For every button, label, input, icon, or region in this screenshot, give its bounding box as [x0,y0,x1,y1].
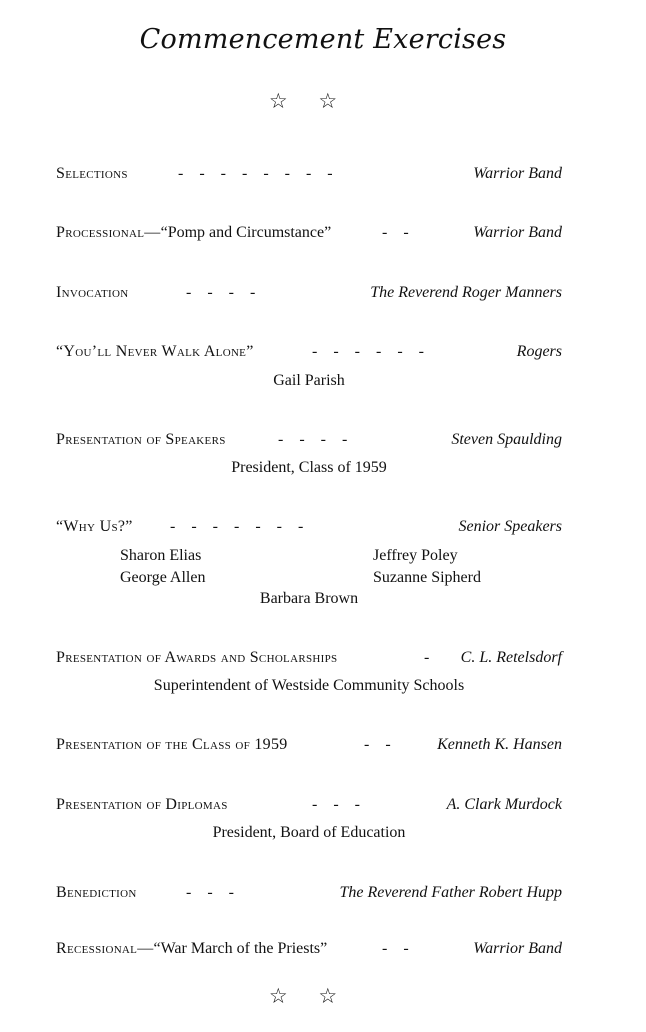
leader-dashes: - - [382,940,409,957]
leader-dashes: - - - - [186,284,256,301]
program-item-diplomas [56,793,562,817]
item-performer: Kenneth K. Hansen [437,736,562,753]
item-performer: Senior Speakers [458,518,562,535]
item-label: Invocation [56,284,129,301]
program-item-why-us [56,515,562,539]
program-item-invocation [56,281,562,305]
star-ornament-top: ☆ ☆ [268,89,350,113]
program-item-song [56,340,562,364]
item-label: Processional— [56,224,161,241]
item-label-group [56,221,331,245]
item-performer: The Reverend Father Robert Hupp [339,884,562,901]
leader-dashes: - - - [312,796,360,813]
item-label: Benediction [56,884,137,901]
leader-dashes: - - - [186,884,234,901]
item-performer: The Reverend Roger Manners [370,284,562,301]
program-item-recessional [56,937,562,961]
diplomas-subtitle: President, Board of Education [212,824,406,841]
program-item-selections [56,162,562,186]
program-item-benediction [56,881,562,905]
program-item-processional [56,221,562,245]
page-title: Commencement Exercises [139,24,507,55]
item-performer: Warrior Band [473,165,562,182]
speaker-name: Suzanne Sipherd [373,569,481,586]
leader-dashes: - - - - - - - - [178,165,333,182]
item-performer: Rogers [516,343,562,360]
item-label: “You’ll Never Walk Alone” [56,343,254,360]
speaker-name: Jeffrey Poley [373,547,458,564]
item-performer: Warrior Band [473,224,562,241]
song-soloist: Gail Parish [273,372,345,389]
item-label: Presentation of the Class of 1959 [56,736,288,753]
leader-dashes: - - [382,224,409,241]
item-label-title: “Pomp and Circumstance” [160,224,332,241]
star-ornament-bottom: ☆ ☆ [268,984,350,1008]
item-label-group [56,937,327,961]
item-label-title: “War March of the Priests” [153,940,328,957]
program-item-class [56,733,562,757]
speaker-name: Barbara Brown [259,590,359,607]
item-label: Presentation of Awards and Scholarships [56,649,338,666]
leader-dashes: - [424,649,430,666]
item-performer: Steven Spaulding [451,431,562,448]
program-item-awards [56,646,562,670]
item-performer: Warrior Band [473,940,562,957]
program-item-speakers [56,428,562,452]
leader-dashes: - - - - - - [312,343,424,360]
speaker-subtitle: President, Class of 1959 [231,459,387,476]
item-label: “Why Us?” [56,518,133,535]
item-performer: C. L. Retelsdorf [460,649,562,666]
item-label: Presentation of Speakers [56,431,226,448]
item-label: Presentation of Diplomas [56,796,228,813]
item-performer: A. Clark Murdock [446,796,562,813]
item-label: Selections [56,165,128,182]
leader-dashes: - - - - - - - [170,518,304,535]
item-label: Recessional— [56,940,154,957]
leader-dashes: - - [364,736,391,753]
leader-dashes: - - - - [278,431,348,448]
speaker-name: Sharon Elias [120,547,202,564]
speaker-name: George Allen [120,569,206,586]
awards-subtitle: Superintendent of Westside Community Schools [153,677,465,694]
